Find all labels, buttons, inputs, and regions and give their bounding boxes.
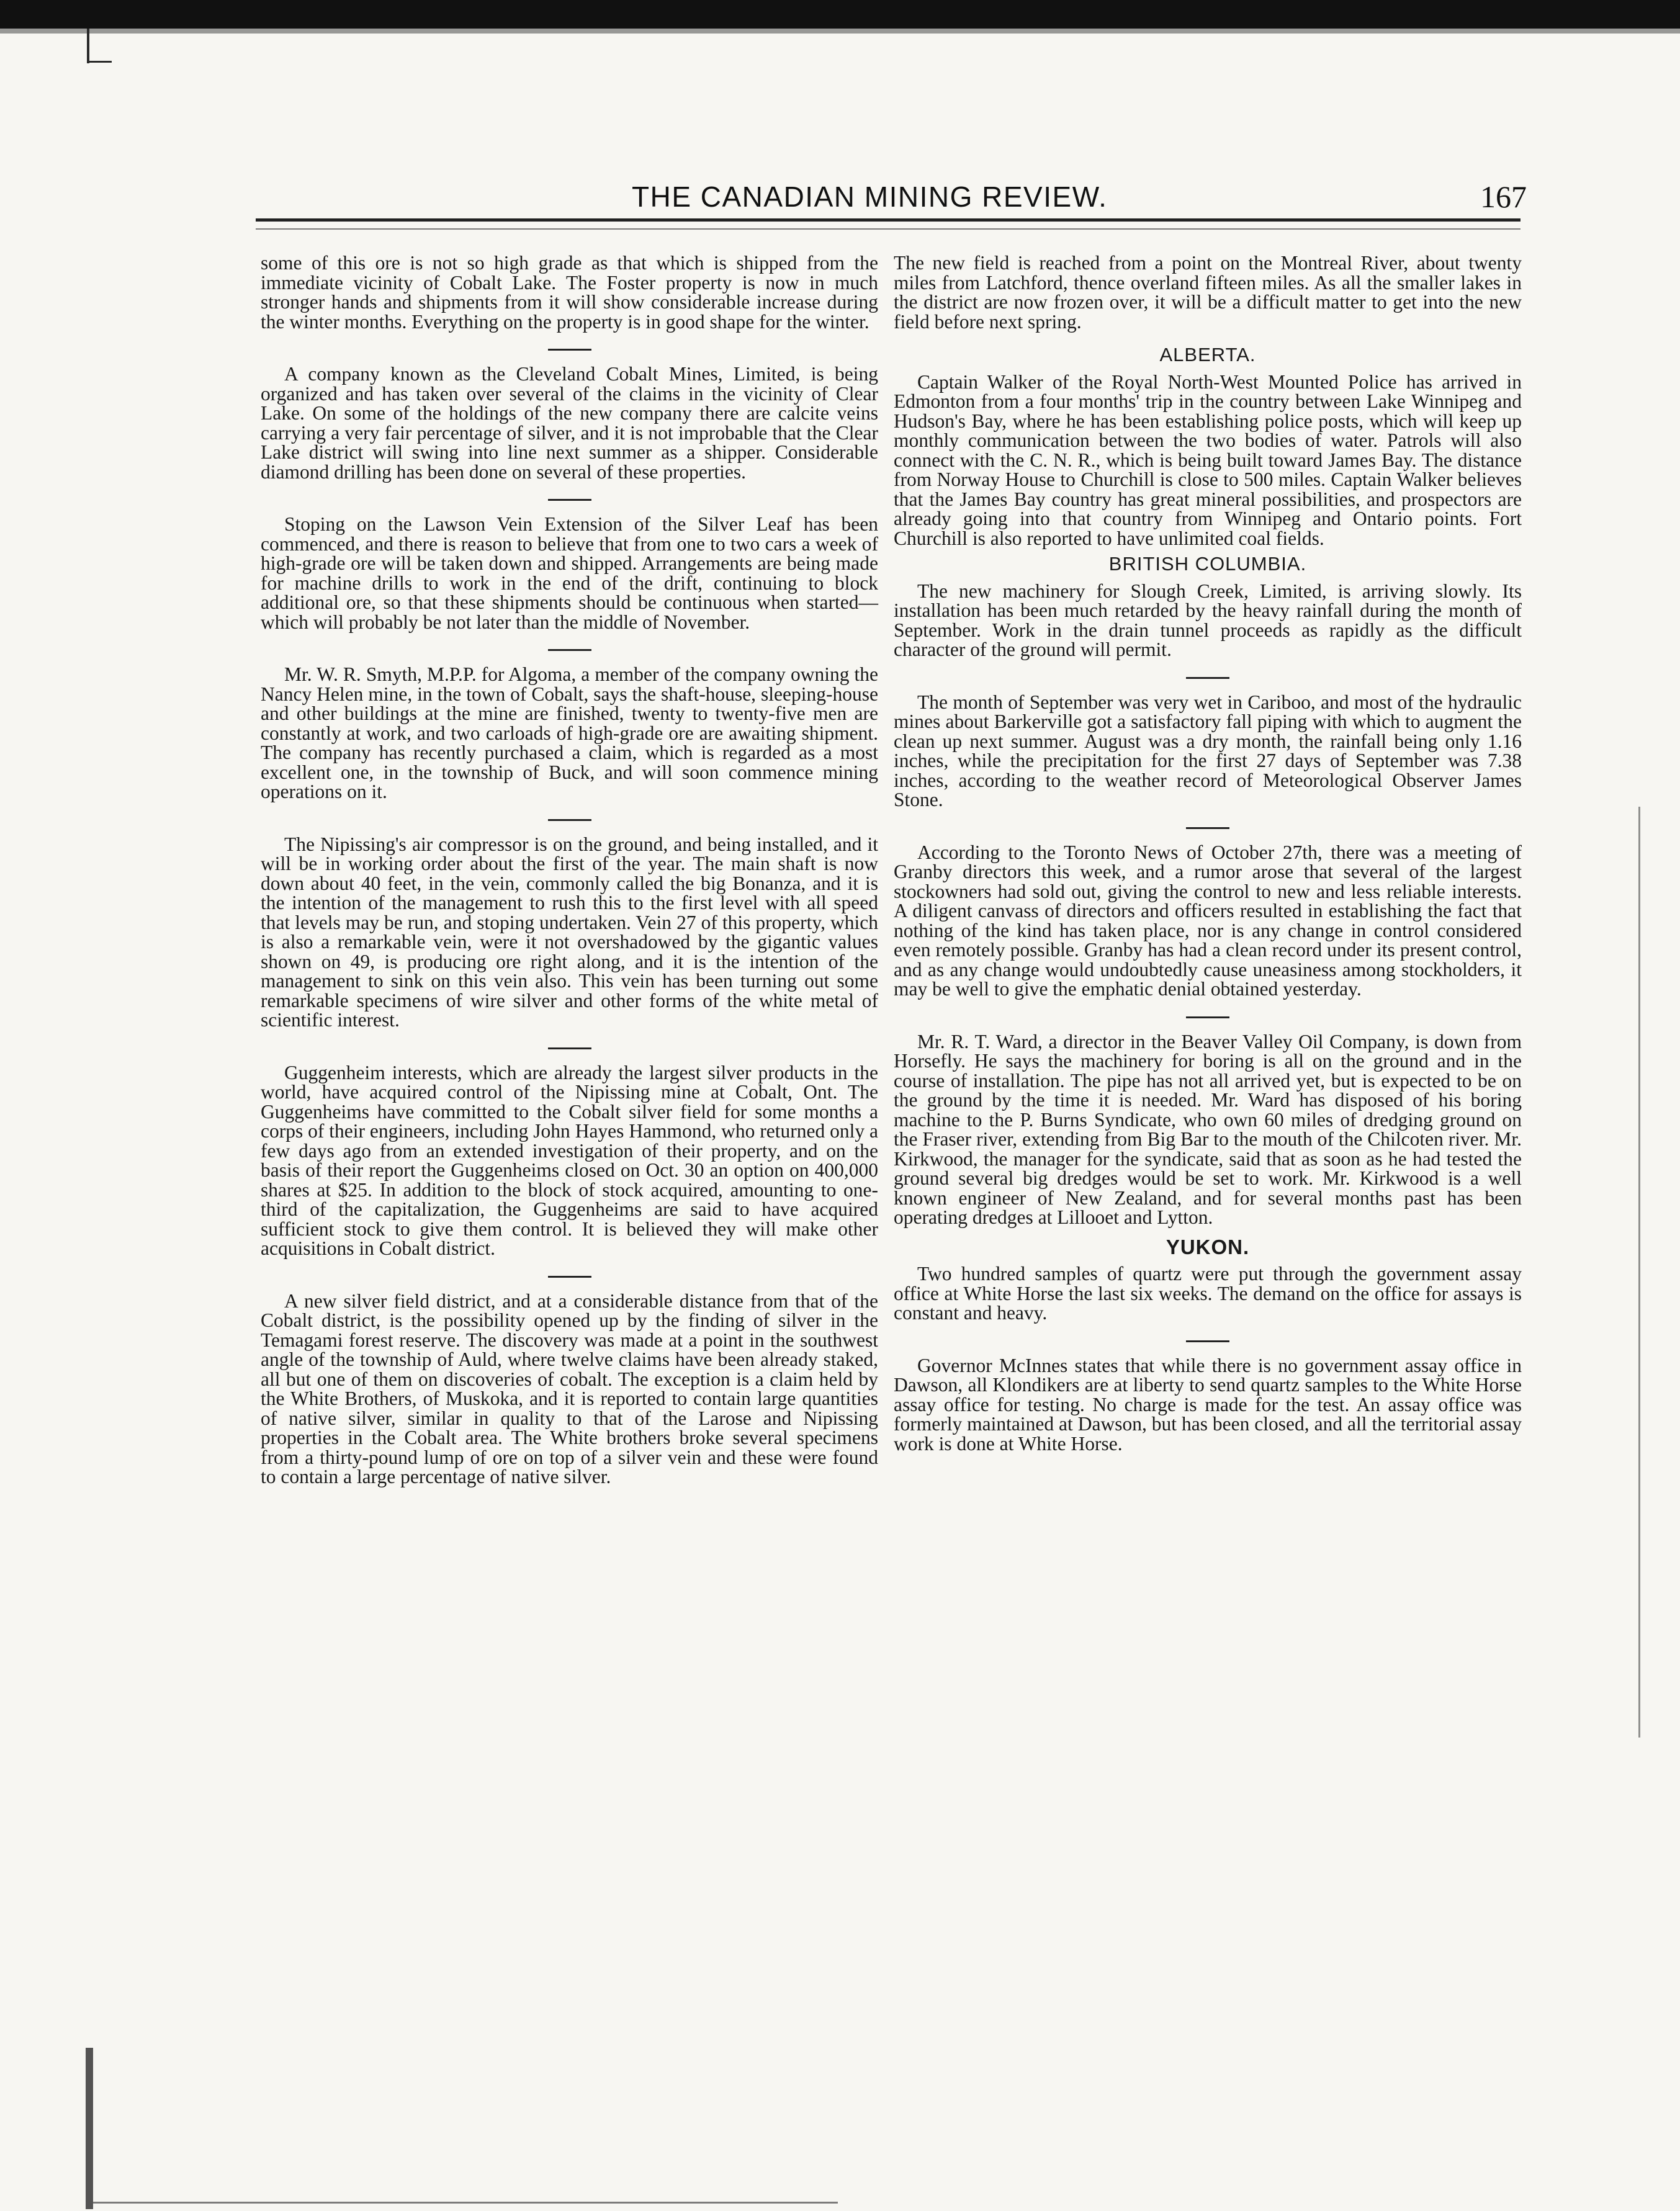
section-heading-british-columbia: BRITISH COLUMBIA. — [1108, 553, 1307, 575]
article-separator — [548, 1047, 591, 1049]
article-separator — [548, 1276, 591, 1278]
article-paragraph: The month of September was very wet in Cariboo, and most of the hydraulic mines about Barkerville got a satisfactory fall piping with which to augment the clean up next summer. August was a dry month, the rainfall being only 1.16 inches, while the precipitation for the first 27 days of September was 7.38 inches, according to the weather record of Meteorological Observer James Stone. — [894, 691, 1522, 810]
page-number: 167 — [1480, 179, 1527, 214]
article-paragraph: The Nipissing's air compressor is on the ground, and being installed, and it will be in working order about the first of the year. The main shaft is now down about 40 feet, in the vein, commonly called the big Bonanza, and it is the intention of the management to rush this to the first level with all speed that levels may be run, and stoping undertaken. Vein 27 of this property, which is also a remarkable vein, were it not overshadowed by the gigantic values shown on 49, is producing ore right along, and it is the intention of the management to sink on this vein also. This vein has been turning out some remarkable specimens of wire silver and other forms of the white metal of scientific interest. — [261, 833, 878, 1031]
article-separator — [548, 499, 591, 501]
article-paragraph: According to the Toronto News of October 27th, there was a meeting of Granby directors this week, and a rumor arose that several of the largest stockowners had sold out, giving the control to new and less reliable interests. A diligent canvass of directors and officers resulted in establishing the fact that nothing of the kind has taken place, nor is any change in control considered even remotely possible. Granby has had a clean record under its present control, and as any change would undoubtedly cause uneasiness among stockholders, it may be well to give the emphatic denial obtained yesterday. — [894, 841, 1522, 1000]
scan-binding-edge — [86, 2048, 93, 2209]
scan-top-border — [0, 0, 1680, 29]
article-paragraph: Captain Walker of the Royal North-West Mounted Police has arrived in Edmonton from a four months' trip in the country between Lake Winnipeg and Hudson's Bay, where he has been establishing police posts, which will keep up monthly communication between the two bodies of water. Patrols will also connect with the C. N. R., which is being built toward James Bay. The distance from Norway House to Churchill is close to 500 miles. Captain Walker believes that the James Bay country has great mineral possibilities, and prospectors are already going into that country from Winnipeg and Ontario points. Fort Churchill is also reported to have unlimited coal fields. — [894, 370, 1522, 549]
article-separator — [548, 649, 591, 651]
article-separator — [1186, 827, 1229, 829]
section-heading-alberta: ALBERTA. — [1159, 344, 1256, 366]
article-paragraph: some of this ore is not so high grade as that which is shipped from the immediate vicinity of Cobalt Lake. The Foster property is now in much stronger hands and shipments from it will show considerable increase during the winter months. Everything on the property is in good shape for the winter. — [261, 252, 878, 333]
article-paragraph: A new silver field district, and at a considerable distance from that of the Cobalt district, is the possibility opened up by the finding of silver in the Temagami forest reserve. The discovery was made at a point in the southwest angle of the township of Auld, where twelve claims have been already staked, all but one of them on discoveries of cobalt. The exception is a claim held by the White Brothers, of Muskoka, and it is reported to contain large quantities of native silver, similar in quality to that of the Larose and Nipissing properties in the Cobalt area. The White brothers broke several specimens from a thirty-pound lump of ore on top of a silver vein and these were found to contain a large percentage of native silver. — [261, 1289, 878, 1487]
scan-bottom-line — [93, 2202, 838, 2204]
article-paragraph: Guggenheim interests, which are already the largest silver products in the world, have acquired control of the Nipissing mine at Cobalt, Ont. The Guggenheims have committed to the Cobalt silver field for some months a corps of their engineers, including John Hayes Hammond, who returned only a few days ago from an extended investigation of their property, and on the basis of their report the Guggenheims closed on Oct. 30 an option on 400,000 shares at $25. In addition to the block of stock acquired, amounting to one-third of the capitalization, the Guggenheims are said to have acquired sufficient stock to give them control. It is believed they will make other acquisitions in Cobalt district. — [261, 1061, 878, 1259]
article-paragraph: Mr. R. T. Ward, a director in the Beaver Valley Oil Company, is down from Horsefly. He says the machinery for boring is all on the ground and in the course of installation. The pipe has not all arrived yet, but is expected to be on the ground by the time it is needed. Mr. Ward has disposed of his boring machine to the P. Burns Syndicate, who own 60 miles of dredging ground on the Fraser river, extending from Big Bar to the mouth of the Chilcoten river. Mr. Kirkwood, the manager for the syndicate, said that as soon as he had tested the ground several big dredges would be set to work. Mr. Kirkwood is a well known engineer of New Zealand, and for several months past has been operating dredges at Lillooet and Lytton. — [894, 1030, 1522, 1228]
article-separator — [1186, 1016, 1229, 1018]
article-separator — [1186, 677, 1229, 679]
scan-corner-mark — [87, 29, 89, 63]
article-paragraph: A company known as the Cleveland Cobalt Mines, Limited, is being organized and has taken over several of the claims in the vicinity of Clear Lake. On some of the holdings of the new company there are calcite veins carrying a very fair percentage of silver, and it is not improbable that the Clear Lake district will swing into line next summer as a shipper. Considerable diamond drilling has been done on several of these properties. — [261, 363, 878, 483]
article-paragraph: Stoping on the Lawson Vein Extension of the Silver Leaf has been commenced, and there is reason to believe that from one to two cars a week of high-grade ore will be taken down and shipped. Arrangements are being made for machine drills to work in the end of the drift, continuing to block additional ore, so that these shipments should be continuous when started—which will probably be not later than the middle of November. — [261, 513, 878, 633]
right-column — [894, 253, 1522, 1453]
article-paragraph: The new machinery for Slough Creek, Limited, is arriving slowly. Its installation has been much retarded by the heavy rainfall during the month of September. Work in the drain tunnel proceeds as rapidly as the difficult character of the ground will permit. — [894, 580, 1522, 660]
scan-right-edge — [1638, 807, 1640, 1738]
journal-title: THE CANADIAN MINING REVIEW. — [632, 181, 1108, 213]
section-heading-yukon: YUKON. — [1166, 1235, 1250, 1258]
header-rule-thin — [256, 228, 1521, 230]
left-column — [261, 253, 878, 1487]
article-separator — [548, 819, 591, 821]
article-separator — [1186, 1340, 1229, 1342]
article-paragraph: Mr. W. R. Smyth, M.P.P. for Algoma, a member of the company owning the Nancy Helen mine, in the town of Cobalt, says the shaft-house, sleeping-house and other buildings at the mine are finished, twenty to twenty-five men are constantly at work, and two carloads of high-grade ore are awaiting shipment. The company has recently purchased a claim, which is regarded as a most excellent one, in the township of Buck, and will soon commence mining operations on it. — [261, 663, 878, 802]
scan-corner-mark — [87, 61, 112, 63]
header-rule — [256, 218, 1521, 222]
article-paragraph: Two hundred samples of quartz were put through the government assay office at White Horse the last six weeks. The demand on the office for assays is constant and heavy. — [894, 1263, 1522, 1324]
scan-top-edge — [0, 29, 1680, 34]
article-paragraph: The new field is reached from a point on the Montreal River, about twenty miles from Latchford, thence overland fifteen miles. As all the smaller lakes in the district are now frozen over, it will be a difficult matter to get into the new field before next spring. — [894, 252, 1522, 333]
article-separator — [548, 349, 591, 351]
article-paragraph: Governor McInnes states that while there is no government assay office in Dawson, all Klondikers are at liberty to send quartz samples to the White Horse assay office for testing. No charge is made for the test. An assay office was formerly maintained at Dawson, but has been closed, and all the territorial assay work is done at White Horse. — [894, 1354, 1522, 1455]
